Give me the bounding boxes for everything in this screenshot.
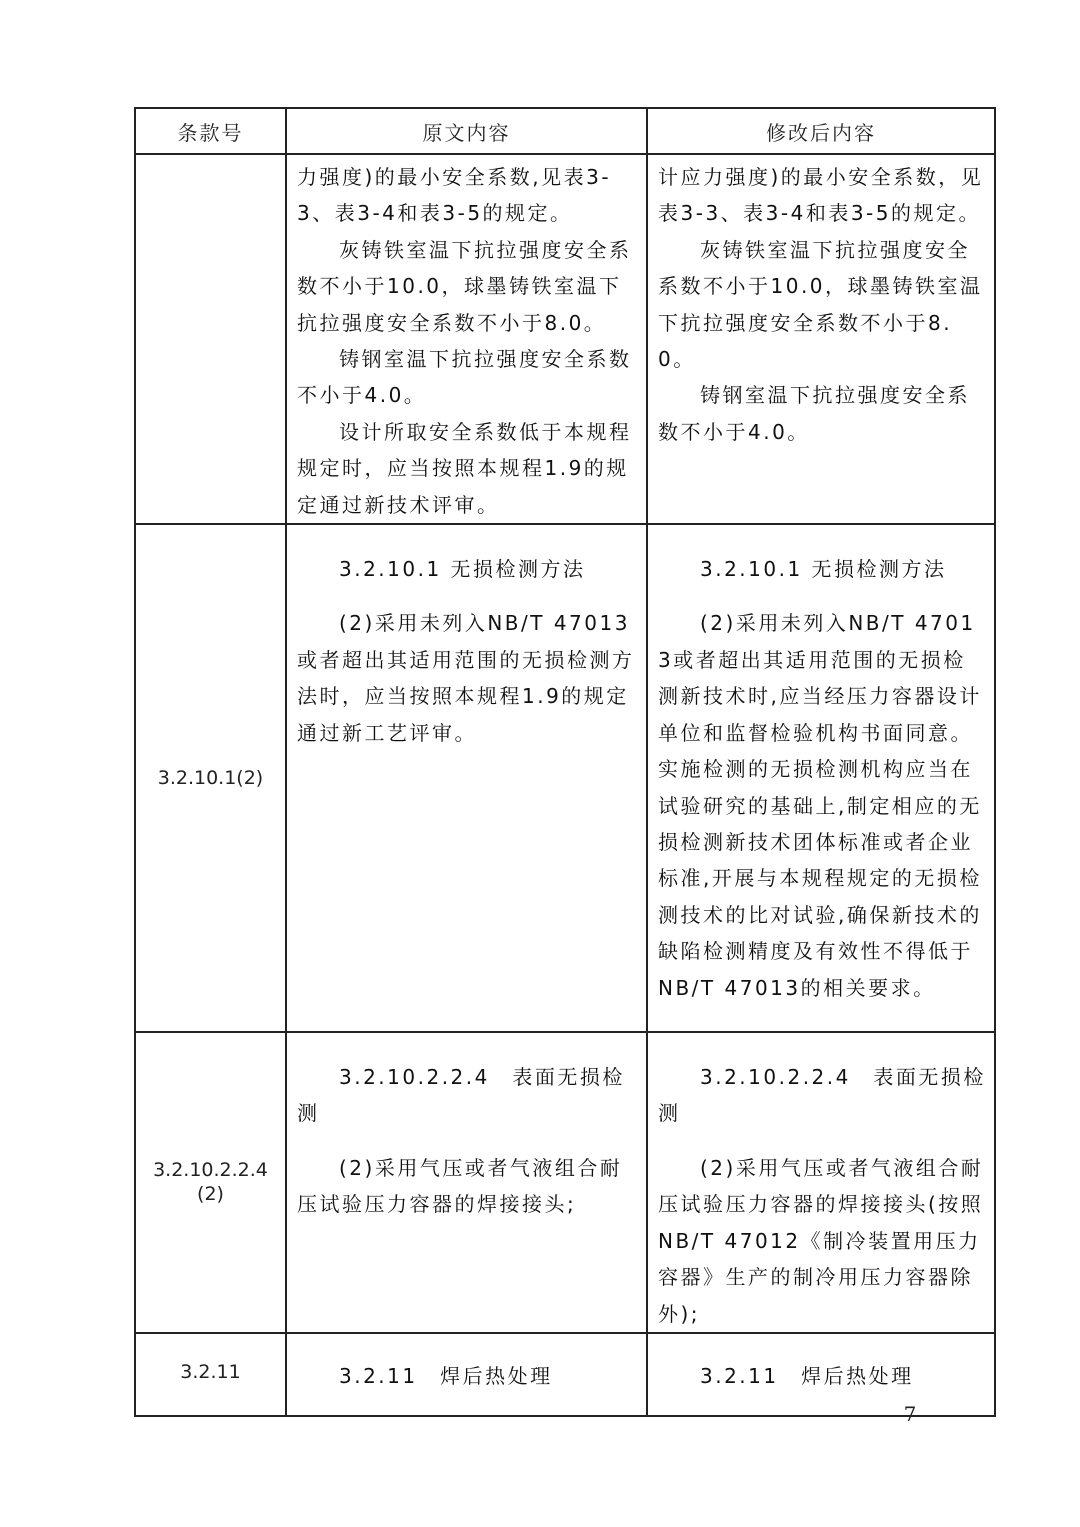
original-cell [286,1333,647,1416]
section-heading: 3.2.10.1 无损检测方法 [339,557,586,582]
revised-paragraph: (2)采用未列入NB/T 47013或者超出其适用范围的无损检测新技术时,应当经压力容器设计单位和监督检验机构书面同意。实施检测的无损检测机构应当在试验研究的基础上,制定相应的无损检测新技术团体标准或者企业标准,开展与本规程规定的无损检测技术的比对试验,确保新技术的缺陷检测精度及有效性不得低于NB/T 47013的相关要求。 [658,611,982,1000]
header-original: 原文内容 [286,108,647,154]
table-row [135,1333,995,1416]
original-paragraph: 力强度)的最小安全系数,见表3-3、表3-4和表3-5的规定。 [297,165,612,226]
original-cell [286,154,647,524]
revised-cell [647,154,995,524]
revised-cell [647,1032,995,1333]
revised-paragraph: 灰铸铁室温下抗拉强度安全系数不小于10.0，球墨铸铁室温下抗拉强度安全系数不小于8.0。 [658,237,983,372]
revised-paragraph: 计应力强度)的最小安全系数，见表3-3、表3-4和表3-5的规定。 [658,165,984,226]
clause-cell [135,154,286,524]
clause-cell: 3.2.10.1(2) [135,524,286,1032]
table-row [135,524,995,1032]
original-paragraph: (2)采用气压或者气液组合耐压试验压力容器的焊接接头; [297,1155,623,1217]
revised-cell [647,524,995,1032]
original-paragraph: 设计所取安全系数低于本规程规定时，应当按照本规程1.9的规定通过新技术评审。 [297,419,632,517]
section-heading: 3.2.10.2.2.4 表面无损检测 [658,1065,986,1126]
original-paragraph: 铸钢室温下抗拉强度安全系数不小于4.0。 [297,347,632,408]
section-heading: 3.2.11 焊后热处理 [700,1363,914,1388]
clause-cell: 3.2.11 [135,1333,286,1416]
table-row [135,1032,995,1333]
section-heading: 3.2.11 焊后热处理 [339,1363,553,1388]
header-clause: 条款号 [135,108,286,154]
original-cell [286,1032,647,1333]
revised-paragraph: (2)采用气压或者气液组合耐压试验压力容器的焊接接头(按照NB/T 47012《制冷装置用压力容器》生产的制冷用压力容器除外); [658,1155,984,1326]
original-cell [286,524,647,1032]
revised-paragraph: 铸钢室温下抗拉强度安全系数不小于4.0。 [658,383,970,444]
original-paragraph: 灰铸铁室温下抗拉强度安全系数不小于10.0，球墨铸铁室温下抗拉强度安全系数不小于8.0。 [297,237,632,335]
clause-cell: 3.2.10.2.2.4 (2) [135,1032,286,1333]
revised-cell [647,1333,995,1416]
section-heading: 3.2.10.1 无损检测方法 [700,557,947,582]
table-row [135,154,995,524]
section-heading: 3.2.10.2.2.4 表面无损检测 [297,1065,625,1126]
original-paragraph: (2)采用未列入NB/T 47013或者超出其适用范围的无损检测方法时，应当按照本规程1.9的规定通过新工艺评审。 [297,611,635,745]
revision-comparison-table [134,107,996,1417]
header-revised: 修改后内容 [647,108,995,154]
page-number: —7— [883,1402,937,1426]
header-row [135,108,995,154]
